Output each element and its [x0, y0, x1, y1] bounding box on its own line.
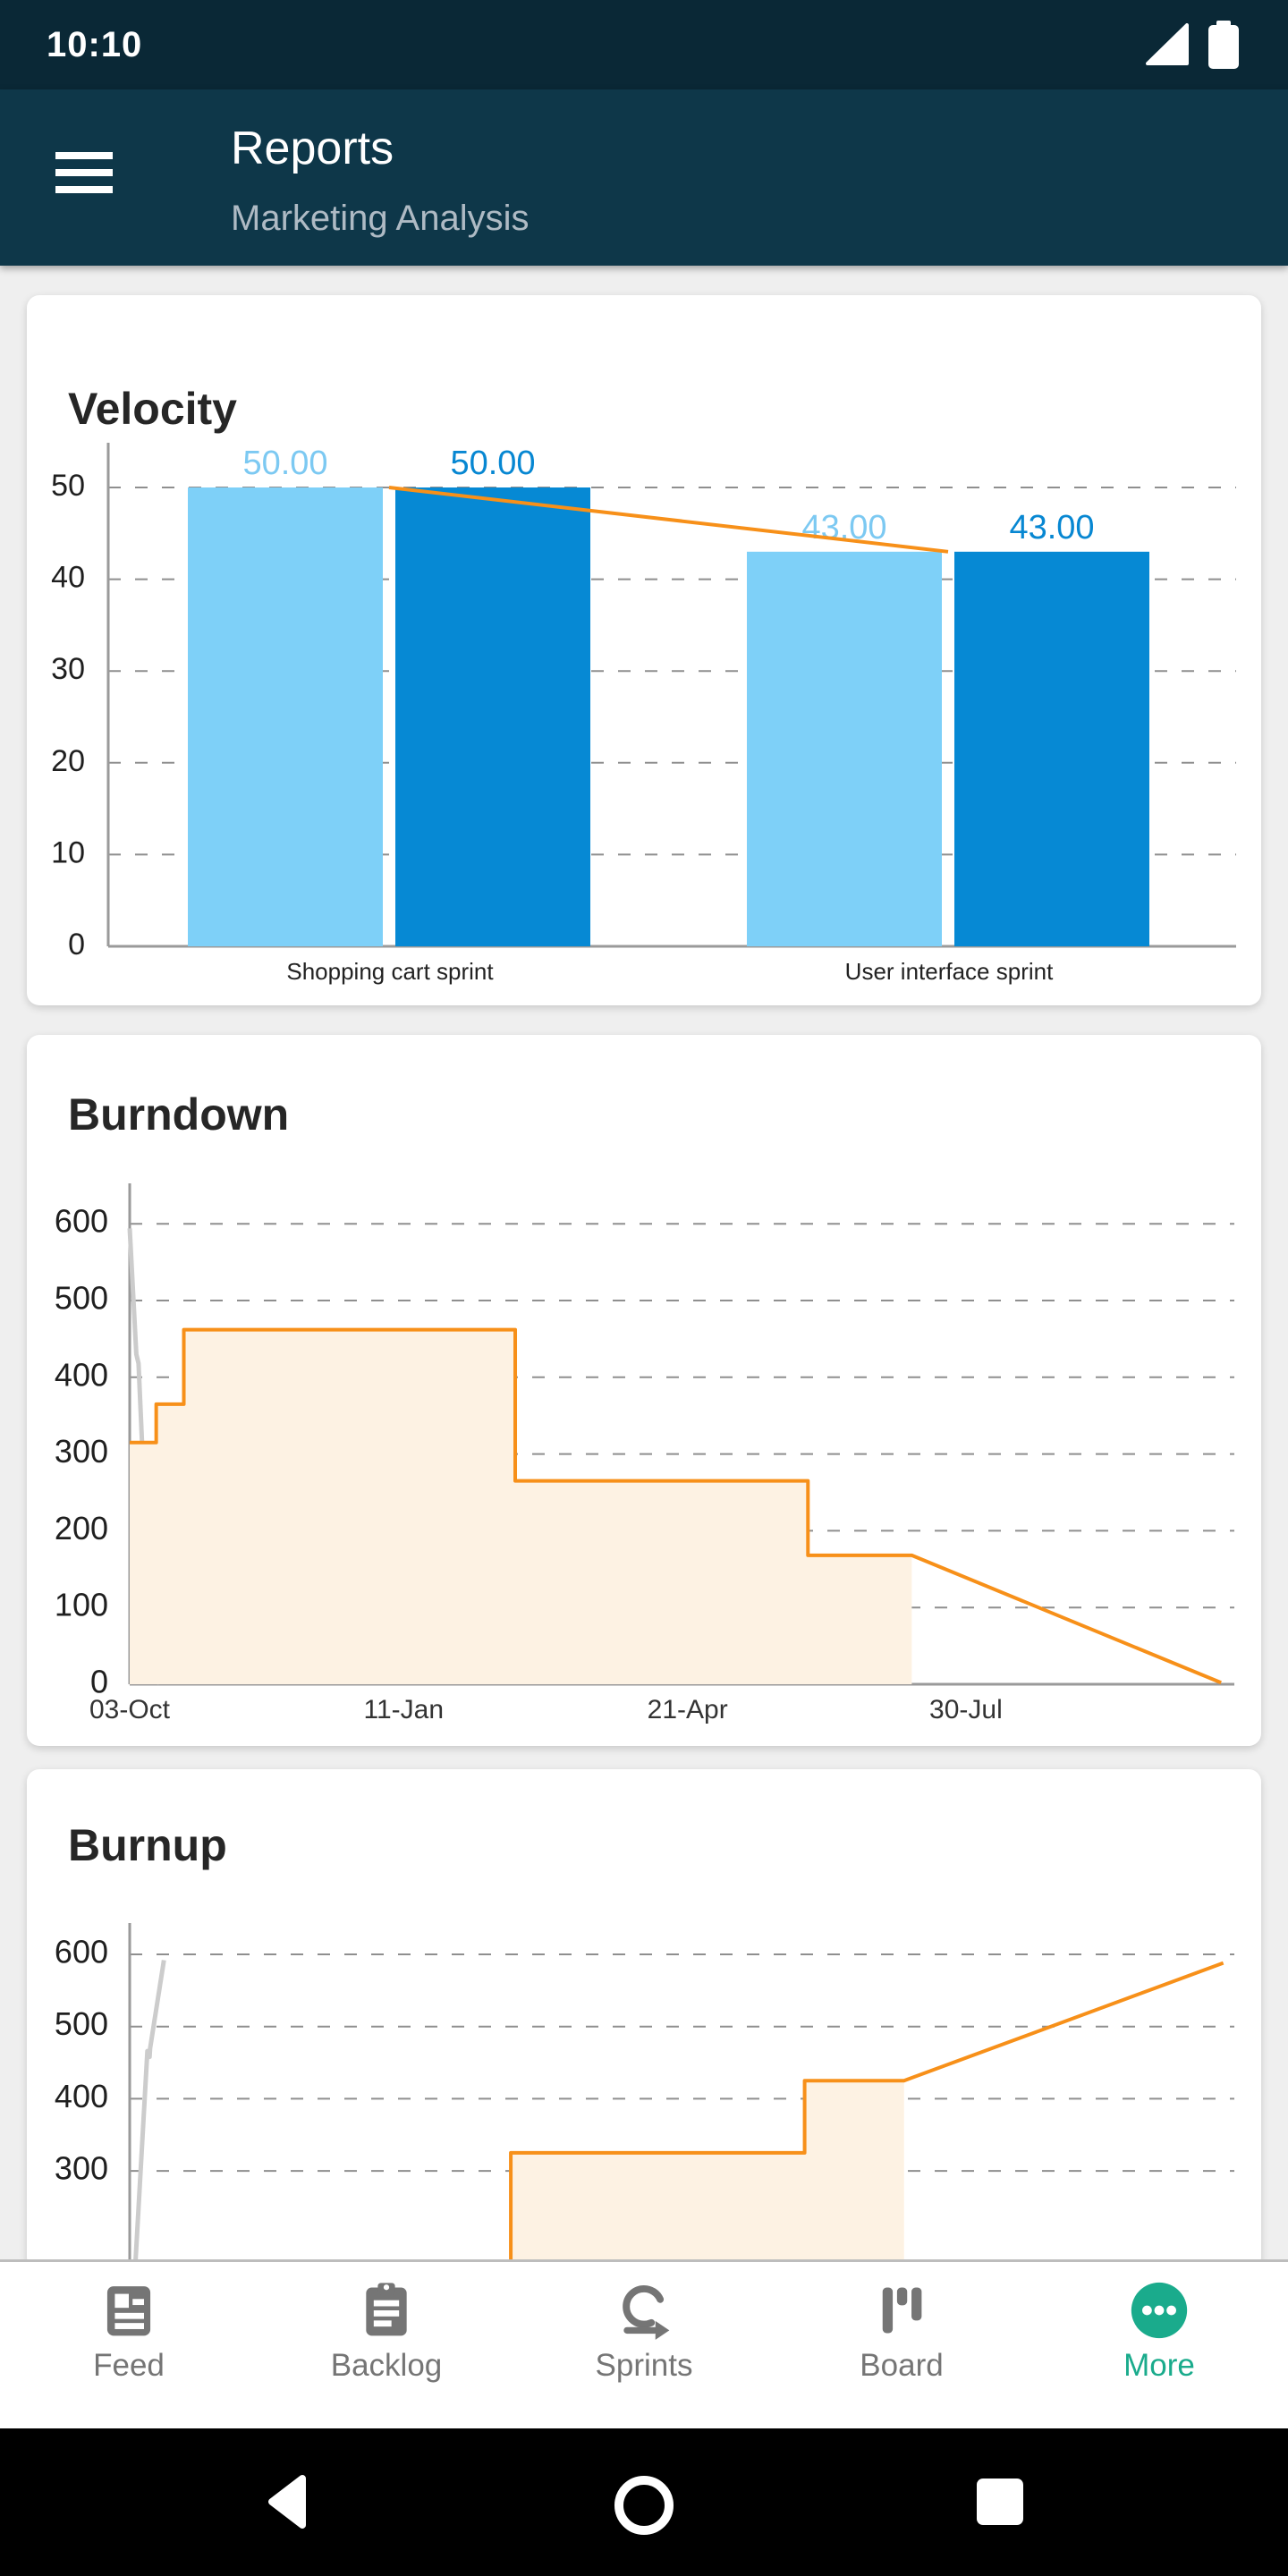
more-icon — [1129, 2280, 1190, 2341]
hamburger-menu-icon[interactable] — [55, 143, 114, 211]
svg-text:03-Oct: 03-Oct — [89, 1694, 171, 1724]
feed-icon — [98, 2280, 159, 2341]
svg-text:30-Jul: 30-Jul — [929, 1694, 1003, 1724]
svg-text:Shopping cart sprint: Shopping cart sprint — [286, 957, 494, 985]
nav-label-sprints: Sprints — [595, 2348, 693, 2383]
backlog-clipboard-icon — [356, 2280, 417, 2341]
sprints-loop-icon — [614, 2280, 674, 2341]
nav-item-more[interactable] — [1030, 2262, 1288, 2428]
svg-text:0: 0 — [89, 1663, 108, 1700]
recents-square-icon — [973, 2475, 1027, 2529]
burndown-chart — [27, 1035, 1261, 1746]
svg-text:21-Apr: 21-Apr — [647, 1694, 728, 1724]
svg-text:500: 500 — [54, 1279, 108, 1317]
board-columns-icon — [871, 2280, 932, 2341]
svg-text:400: 400 — [54, 1356, 108, 1394]
burnup-chart — [27, 1769, 1261, 2270]
status-icons — [1145, 21, 1241, 69]
svg-text:0: 0 — [68, 927, 85, 962]
svg-text:600: 600 — [54, 1933, 108, 1970]
signal-strength-icon — [1145, 23, 1190, 66]
android-home-button[interactable] — [610, 2471, 678, 2542]
svg-text:40: 40 — [51, 560, 85, 595]
nav-item-board[interactable] — [773, 2262, 1030, 2428]
nav-label-backlog: Backlog — [330, 2348, 443, 2383]
svg-text:20: 20 — [51, 743, 85, 778]
svg-text:50.00: 50.00 — [450, 445, 536, 483]
bottom-nav — [0, 2259, 1288, 2428]
nav-item-sprints[interactable] — [515, 2262, 773, 2428]
svg-text:10: 10 — [51, 835, 85, 870]
burnup-card — [27, 1769, 1261, 2270]
page-title: Reports — [231, 123, 394, 174]
nav-item-backlog[interactable] — [258, 2262, 515, 2428]
app-bar — [0, 89, 1288, 266]
burndown-card-title: Burndown — [68, 1089, 290, 1140]
svg-text:11-Jan: 11-Jan — [363, 1694, 445, 1724]
velocity-chart — [27, 295, 1261, 1005]
android-recents-button[interactable] — [973, 2475, 1027, 2531]
battery-icon — [1206, 21, 1241, 69]
nav-label-board: Board — [860, 2348, 944, 2383]
svg-text:30: 30 — [51, 652, 85, 687]
svg-text:200: 200 — [54, 1509, 108, 1546]
svg-text:43.00: 43.00 — [1009, 508, 1095, 547]
svg-text:400: 400 — [54, 2077, 108, 2114]
svg-text:500: 500 — [54, 2005, 108, 2043]
velocity-card-title: Velocity — [68, 384, 237, 434]
svg-text:600: 600 — [54, 1202, 108, 1240]
velocity-card — [27, 295, 1261, 1005]
burndown-card — [27, 1035, 1261, 1746]
android-nav-bar — [0, 2428, 1288, 2576]
status-time: 10:10 — [47, 24, 143, 64]
svg-text:43.00: 43.00 — [801, 508, 887, 547]
svg-text:User interface sprint: User interface sprint — [844, 957, 1054, 985]
back-triangle-icon — [265, 2473, 308, 2530]
nav-item-feed[interactable] — [0, 2262, 258, 2428]
svg-text:50: 50 — [51, 468, 85, 503]
home-circle-icon — [610, 2471, 678, 2539]
svg-text:50.00: 50.00 — [242, 445, 328, 483]
android-back-button[interactable] — [265, 2473, 308, 2533]
svg-text:300: 300 — [54, 2149, 108, 2187]
svg-text:100: 100 — [54, 1586, 108, 1623]
page-subtitle: Marketing Analysis — [231, 199, 530, 238]
svg-text:300: 300 — [54, 1433, 108, 1470]
nav-label-more: More — [1123, 2348, 1195, 2383]
nav-label-feed: Feed — [93, 2348, 165, 2383]
burnup-card-title: Burnup — [68, 1820, 227, 1870]
status-bar — [0, 0, 1288, 89]
